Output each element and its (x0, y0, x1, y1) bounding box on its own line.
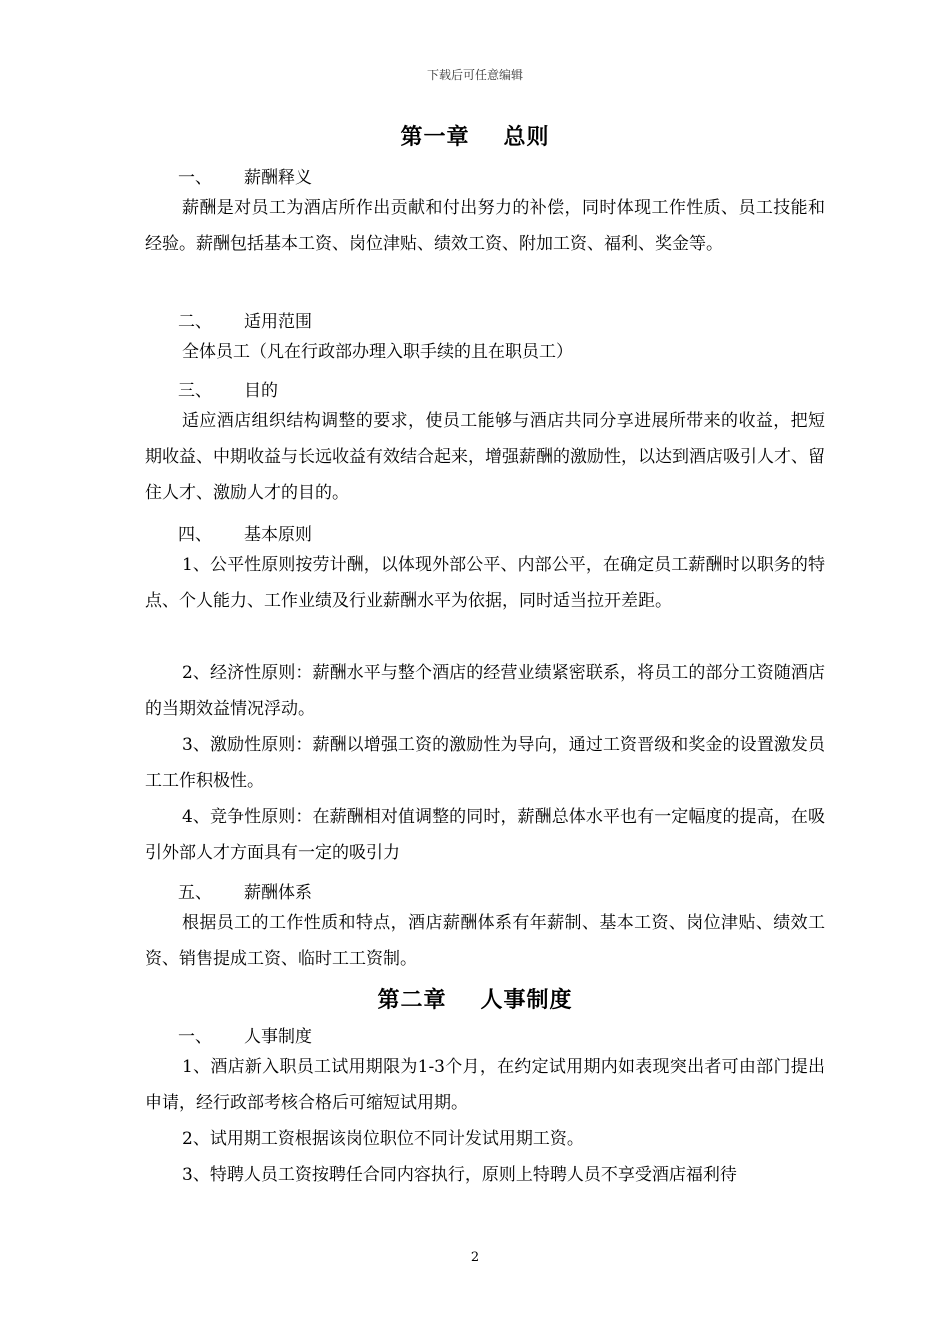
paragraph: 2、经济性原则：薪酬水平与整个酒店的经营业绩紧密联系，将员工的部分工资随酒店的当期效益情况浮动。 (145, 663, 825, 719)
chapter-1-title (0, 120, 950, 151)
section-heading: 三、 目的 (178, 381, 278, 401)
paragraph: 3、特聘人员工资按聘任合同内容执行，原则上特聘人员不享受酒店福利待 (182, 1165, 737, 1185)
section-heading: 四、 基本原则 (178, 525, 312, 545)
section-heading: 五、 薪酬体系 (178, 883, 312, 903)
paragraph: 1、公平性原则按劳计酬，以体现外部公平、内部公平，在确定员工薪酬时以职务的特点、个人能力、工作业绩及行业薪酬水平为依据，同时适当拉开差距。 (145, 555, 825, 611)
paragraph: 4、竞争性原则：在薪酬相对值调整的同时，薪酬总体水平也有一定幅度的提高，在吸引外部人才方面具有一定的吸引力 (145, 807, 825, 863)
section-heading: 二、 适用范围 (178, 312, 312, 332)
paragraph: 1、酒店新入职员工试用期限为1-3个月，在约定试用期内如表现突出者可由部门提出申请，经行政部考核合格后可缩短试用期。 (145, 1057, 825, 1113)
paragraph: 适应酒店组织结构调整的要求，使员工能够与酒店共同分享进展所带来的收益，把短期收益、中期收益与长远收益有效结合起来，增强薪酬的激励性，以达到酒店吸引人才、留住人才、激励人才的目的。 (145, 411, 825, 503)
section-heading: 一、 人事制度 (178, 1027, 312, 1047)
paragraph: 薪酬是对员工为酒店所作出贡献和付出努力的补偿，同时体现工作性质、员工技能和经验。薪酬包括基本工资、岗位津贴、绩效工资、附加工资、福利、奖金等。 (145, 198, 825, 254)
chapter-2-number: 第二章 (377, 987, 447, 1013)
page-number: 2 (470, 1250, 480, 1265)
paragraph: 2、试用期工资根据该岗位职位不同计发试用期工资。 (182, 1129, 584, 1149)
paragraph: 全体员工（凡在行政部办理入职手续的且在职员工） (182, 342, 573, 362)
chapter-2-name: 人事制度 (480, 987, 573, 1013)
chapter-2-title (0, 983, 950, 1014)
chapter-1-name: 总则 (503, 124, 550, 150)
page-header: 下载后可任意编辑 (426, 68, 523, 82)
paragraph: 根据员工的工作性质和特点，酒店薪酬体系有年薪制、基本工资、岗位津贴、绩效工资、销售提成工资、临时工工资制。 (145, 913, 825, 969)
section-heading: 一、 薪酬释义 (178, 168, 312, 188)
chapter-1-number: 第一章 (400, 124, 470, 150)
paragraph: 3、激励性原则：薪酬以增强工资的激励性为导向，通过工资晋级和奖金的设置激发员工工作积极性。 (145, 735, 825, 791)
